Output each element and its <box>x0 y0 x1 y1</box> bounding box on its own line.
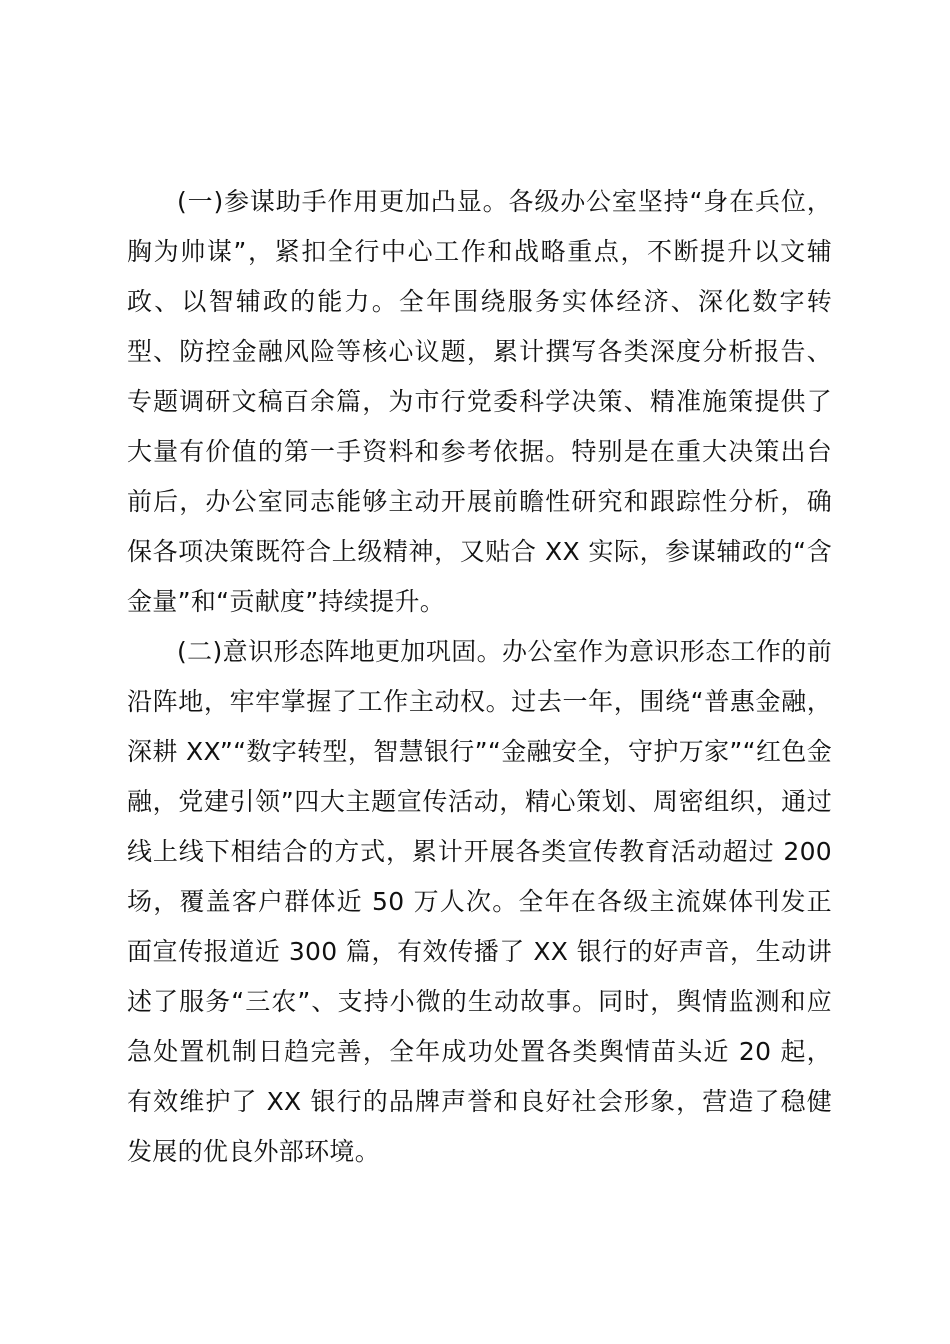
paragraph-ideology-front: (二)意识形态阵地更加巩固。办公室作为意识形态工作的前沿阵地，牢牢掌握了工作主动权。过去一年，围绕“普惠金融，深耕 XX”“数字转型，智慧银行”“金融安全，守护万家”“红色金融，党建引领”四大主题宣传活动，精心策划、周密组织，通过线上线下相结合的方式，累计开展各类宣传教育活动超过 200 场，覆盖客户群体近 50 万人次。全年在各级主流媒体刊发正面宣传报道近 300 篇，有效传播了 XX 银行的好声音，生动讲述了服务“三农”、支持小微的生动故事。同时，舆情监测和应急处置机制日趋完善，全年成功处置各类舆情苗头近 20 起，有效维护了 XX 银行的品牌声誉和良好社会形象，营造了稳健发展的优良外部环境。 <box>127 637 832 1166</box>
document-body <box>127 177 832 1177</box>
paragraph-staff-role: (一)参谋助手作用更加凸显。各级办公室坚持“身在兵位，胸为帅谋”，紧扣全行中心工作和战略重点，不断提升以文辅政、以智辅政的能力。全年围绕服务实体经济、深化数字转型、防控金融风险等核心议题，累计撰写各类深度分析报告、专题调研文稿百余篇，为市行党委科学决策、精准施策提供了大量有价值的第一手资料和参考依据。特别是在重大决策出台前后，办公室同志能够主动开展前瞻性研究和跟踪性分析，确保各项决策既符合上级精神，又贴合 XX 实际，参谋辅政的“含金量”和“贡献度”持续提升。 <box>127 187 832 616</box>
